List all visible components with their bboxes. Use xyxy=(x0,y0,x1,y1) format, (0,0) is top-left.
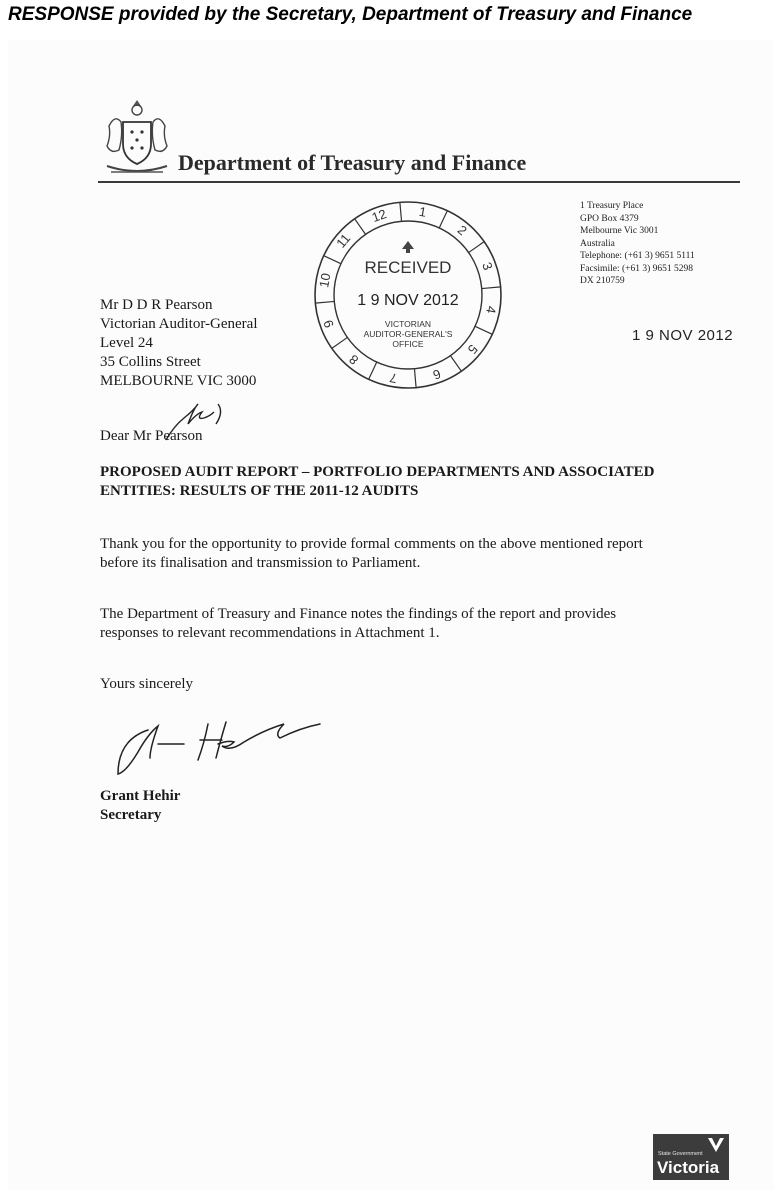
stamp-ring-tick xyxy=(355,219,366,235)
received-date-stamp: 1 9 NOV 2012 xyxy=(632,327,734,344)
stamp-ring-number: 1 xyxy=(417,203,428,220)
stamp-ring-number: 3 xyxy=(479,260,496,273)
address-line: Melbourne Vic 3001 xyxy=(580,226,659,236)
recipient-line: MELBOURNE VIC 3000 xyxy=(100,373,257,389)
stamp-office-line: VICTORIAN xyxy=(384,319,432,329)
stamp-date: 1 9 NOV 2012 xyxy=(357,292,459,309)
handwritten-signature xyxy=(108,716,330,778)
logo-title: Victoria xyxy=(657,1158,720,1177)
letter-subject xyxy=(100,463,654,501)
closing-line: Yours sincerely xyxy=(100,676,194,692)
address-line: Facsimile: (+61 3) 9651 5298 xyxy=(580,263,694,274)
victoria-v-icon xyxy=(707,1137,725,1153)
subject-line: PROPOSED AUDIT REPORT – PORTFOLIO DEPARTMENTS AND ASSOCIATED xyxy=(100,464,655,480)
stamp-ring-number: 4 xyxy=(483,304,500,315)
salutation: Dear Mr Pearson xyxy=(100,428,203,444)
letterhead-divider xyxy=(98,181,740,183)
stamp-ring-number: 10 xyxy=(316,271,334,289)
recipient-line: Mr D D R Pearson xyxy=(100,297,213,313)
stamp-ring-tick xyxy=(439,211,447,228)
victoria-logo xyxy=(653,1134,729,1180)
stamp-ring-tick xyxy=(469,242,485,253)
stamp-ring-tick xyxy=(450,356,461,372)
stamp-ring-tick xyxy=(482,287,501,289)
address-line: Australia xyxy=(580,238,615,249)
body-paragraph xyxy=(100,605,616,643)
stamp-ring-number: 2 xyxy=(454,222,470,239)
body-paragraph xyxy=(100,535,643,573)
stamp-ring-number: 9 xyxy=(320,317,337,330)
stamp-arrow-icon xyxy=(402,241,414,253)
signer-title: Secretary xyxy=(100,807,162,823)
signer-name: Grant Hehir xyxy=(100,788,181,804)
received-stamp xyxy=(312,199,504,391)
stamp-office-line: OFFICE xyxy=(392,339,424,349)
paragraph-line: The Department of Treasury and Finance notes the findings of the report and provides xyxy=(100,606,617,622)
address-line: Telephone: (+61 3) 9651 5111 xyxy=(580,251,695,261)
stamp-ring-number: 11 xyxy=(333,230,354,251)
signer-block xyxy=(100,787,180,825)
recipient-line: Victorian Auditor-General xyxy=(100,316,258,332)
stamp-ring-number: 8 xyxy=(346,351,362,368)
stamp-ring-tick xyxy=(315,301,334,303)
stamp-ring-number: 7 xyxy=(388,370,399,387)
stamp-ring-tick xyxy=(332,337,348,348)
stamp-office-line: AUDITOR-GENERAL'S xyxy=(363,329,453,339)
stamp-ring-number: 12 xyxy=(369,206,389,226)
letterhead-address xyxy=(580,200,695,288)
logo-subtitle: State Government xyxy=(658,1151,703,1157)
address-line: DX 210759 xyxy=(580,276,625,286)
stamp-ring-tick xyxy=(400,202,402,221)
stamp-ring-number: 6 xyxy=(430,366,443,383)
department-name: Department of Treasury and Finance xyxy=(178,150,527,175)
coat-of-arms-icon xyxy=(103,96,171,178)
stamp-ring-tick xyxy=(475,326,492,334)
page-banner-title: RESPONSE provided by the Secretary, Department of Treasury and Finance xyxy=(8,4,693,25)
subject-line: ENTITIES: RESULTS OF THE 2011-12 AUDITS xyxy=(100,483,419,499)
recipient-line: 35 Collins Street xyxy=(100,354,201,370)
address-line: 1 Treasury Place xyxy=(580,201,644,211)
recipient-address xyxy=(100,296,258,391)
stamp-ring-number: 5 xyxy=(464,341,481,357)
paragraph-line: Thank you for the opportunity to provide formal comments on the above mentioned report xyxy=(100,536,643,552)
paragraph-line: before its finalisation and transmission to Parliament. xyxy=(100,555,421,571)
stamp-ring-tick xyxy=(369,362,377,379)
paragraph-line: responses to relevant recommendations in Attachment 1. xyxy=(100,625,440,641)
stamp-received-label: RECEIVED xyxy=(364,258,452,277)
stamp-ring-tick xyxy=(414,369,416,388)
stamp-ring-tick xyxy=(324,256,341,264)
recipient-line: Level 24 xyxy=(100,335,153,351)
address-line: GPO Box 4379 xyxy=(580,213,639,224)
